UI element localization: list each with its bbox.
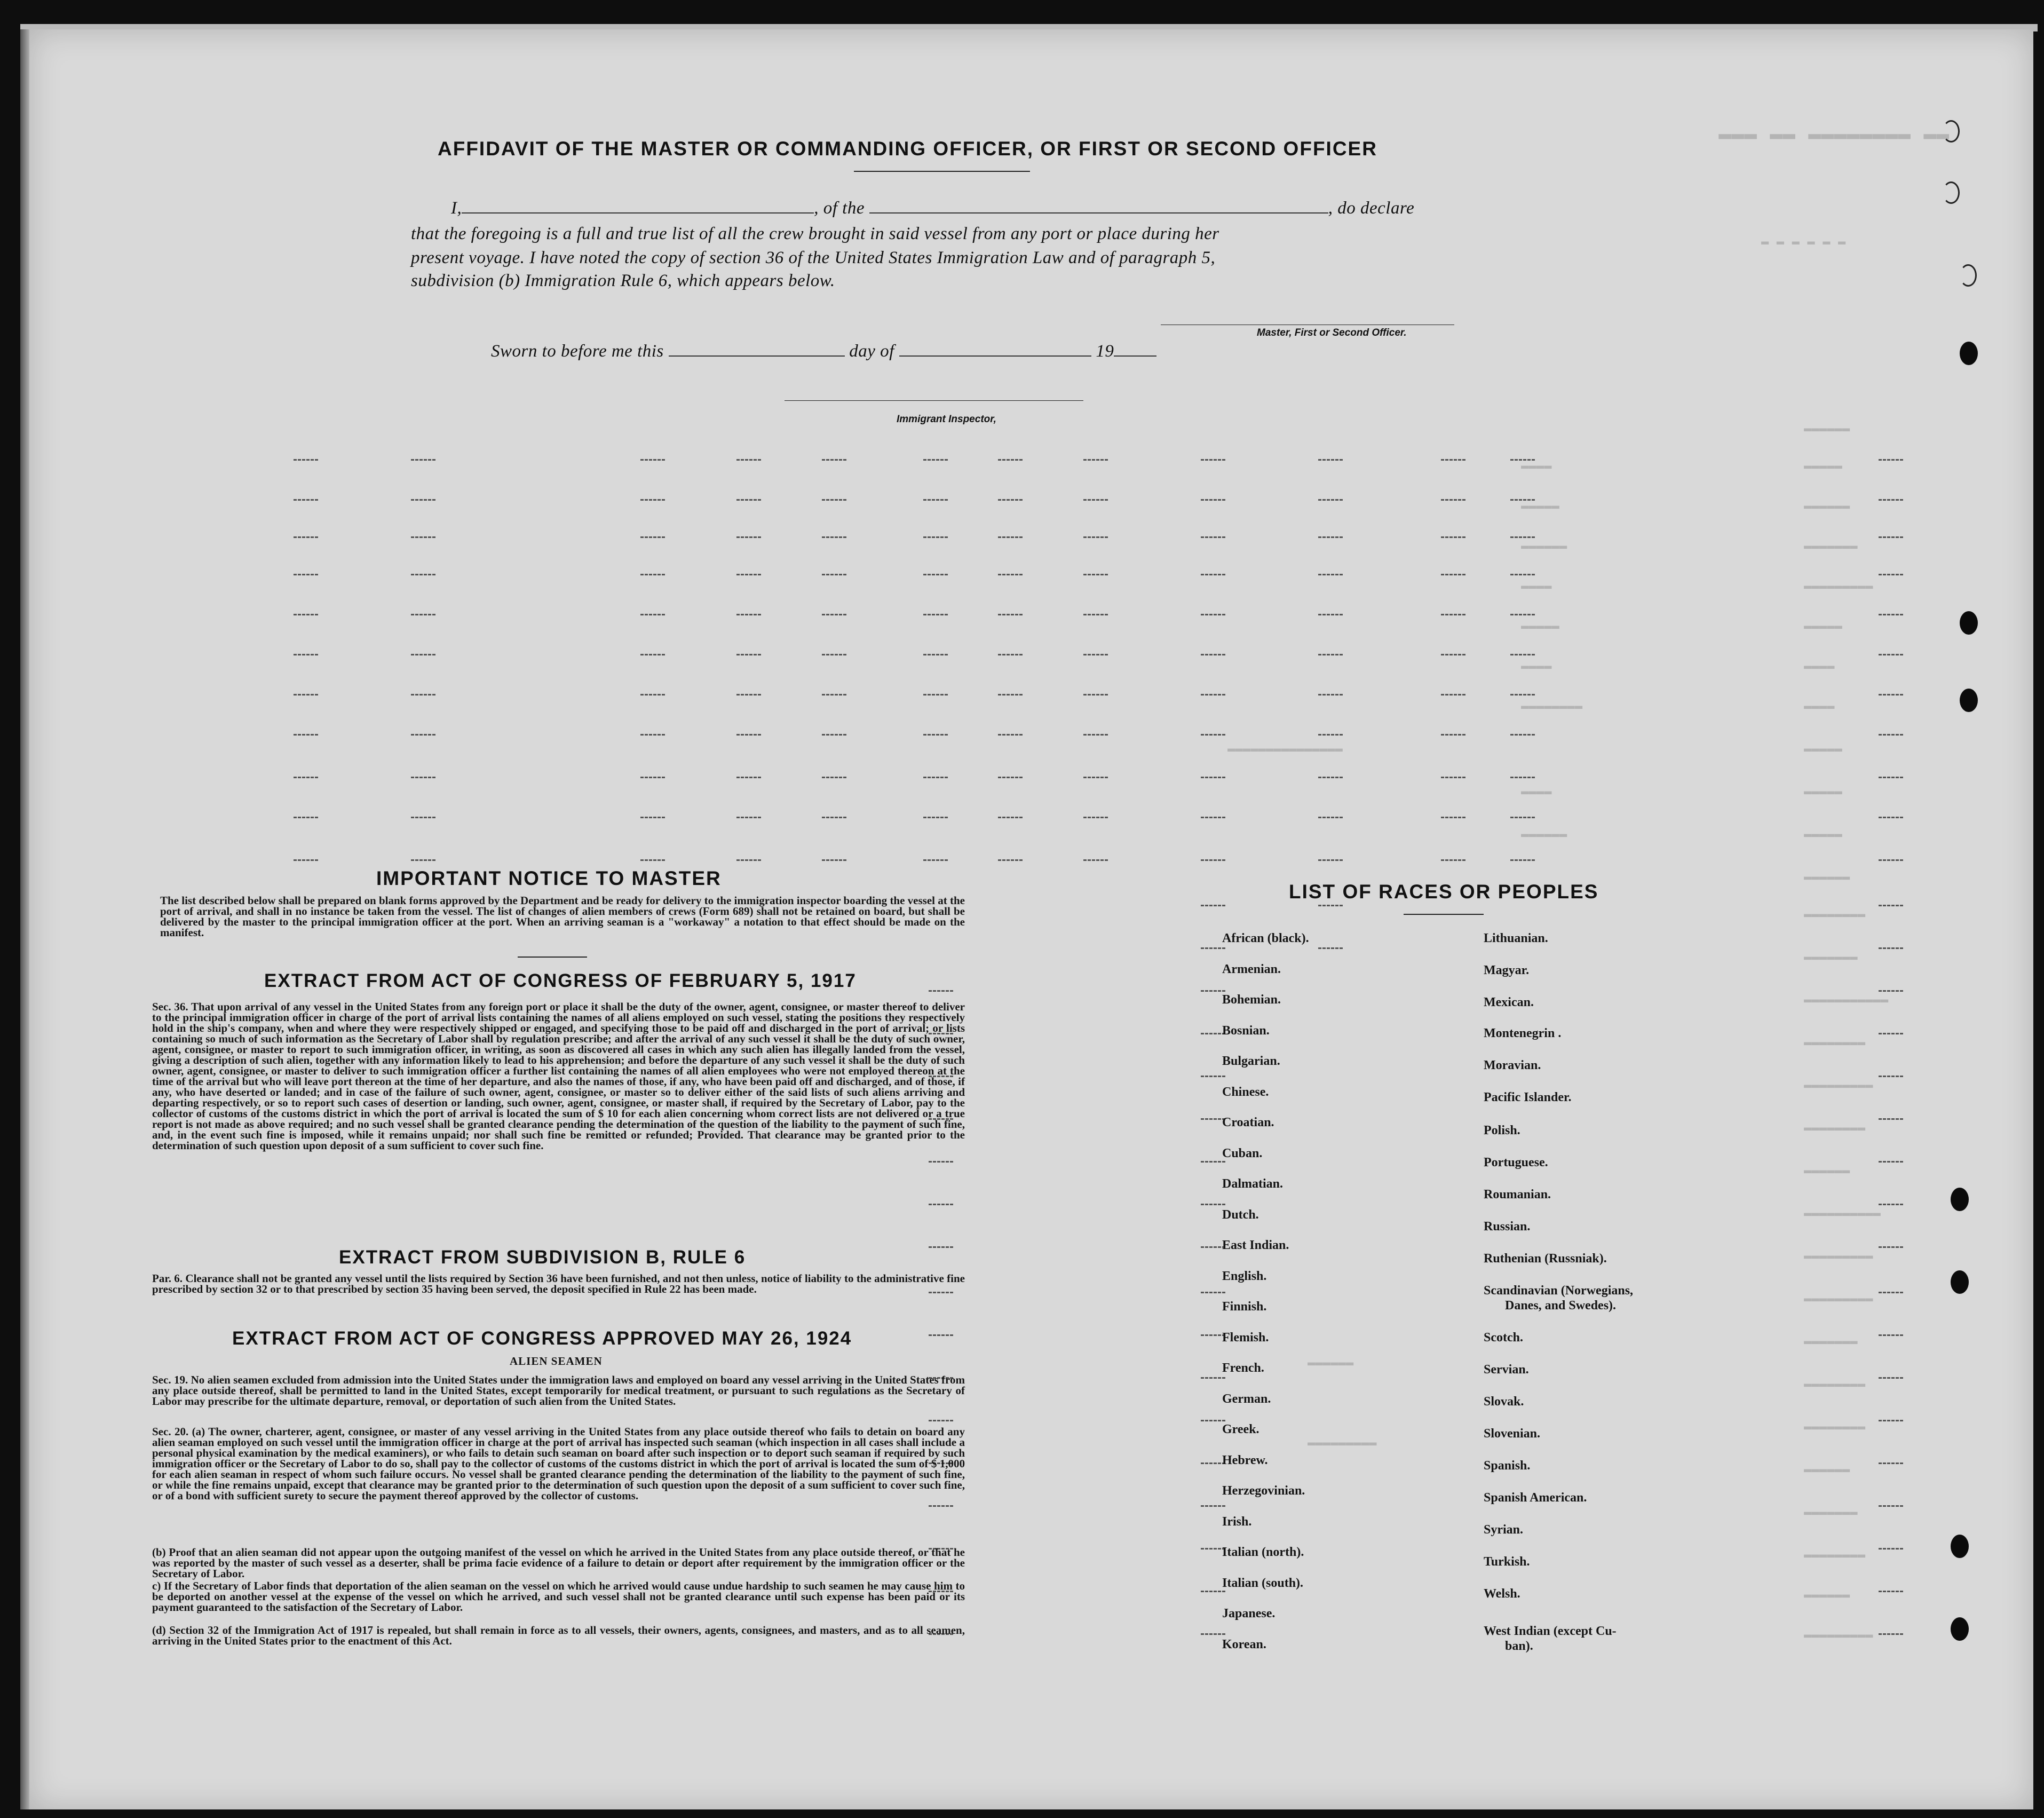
affidavit-line-3: present voyage. I have noted the copy of section 36 of the United States Immigration Law and of paragraph 5, <box>411 248 1216 267</box>
binder-hole-icon <box>1960 689 1978 712</box>
race-item-left: Dutch. <box>1222 1207 1259 1222</box>
bleed-through-layer: ▬▬▬ ▬▬ ▬▬▬▬▬▬▬▬ ▬▬ ▬ ▬ ▬ ▬ ▬ ▬ ▬▬▬▬▬▬ ▬▬▬▬▬ ▬▬▬▬▬▬ ▬▬▬▬▬▬▬ ▬▬▬▬▬▬▬▬▬ ▬▬▬▬▬ ▬▬▬▬ ▬▬▬▬ ▬▬▬▬▬ ▬▬▬▬▬ ▬▬▬▬▬ ▬▬▬▬▬▬ ▬▬▬▬▬▬▬▬ ▬▬▬▬▬▬▬ ▬▬▬▬▬▬▬▬▬▬▬ ▬▬▬▬▬▬▬▬ ▬▬▬▬▬▬▬▬▬ ▬▬▬▬▬▬▬▬ ▬▬▬▬▬▬ ▬▬▬▬▬▬▬▬▬▬ ▬▬▬▬▬▬▬▬▬ ▬▬▬▬▬▬▬▬▬ ▬▬▬▬▬▬▬ ▬▬▬▬▬▬▬▬ ▬▬▬▬▬▬▬▬ ▬▬▬▬▬▬ ▬▬▬▬▬▬▬ ▬▬▬▬▬▬▬▬ ▬▬▬▬▬▬ ▬▬▬▬▬▬▬▬▬ ▬▬▬▬ ▬▬▬▬▬ ▬▬▬▬▬▬ ▬▬▬▬ ▬▬▬▬▬ ▬▬▬▬ ▬▬▬▬▬▬▬▬ ▬▬▬▬▬▬▬▬▬▬▬▬▬▬▬ ▬▬▬▬ ▬▬▬▬▬▬ ▬▬▬▬▬▬ ▬▬▬▬▬▬▬▬▬ <box>1227 123 1950 1642</box>
affidavit-title: AFFIDAVIT OF THE MASTER OR COMMANDING OFFICER, OR FIRST OR SECOND OFFICER <box>438 138 1377 160</box>
race-item-left: French. <box>1222 1361 1264 1375</box>
race-item-left: Cuban. <box>1222 1146 1263 1160</box>
race-item-right: Welsh. <box>1484 1587 1520 1601</box>
rule-6-text: Par. 6. Clearance shall not be granted any vessel until the lists required by Section 36 have been furnished, and not then unless, notice of liability to the administrative fine prescribed by section 32 or to that prescribed by section 35 having been served, the deposit specified in Rule 22 has been made. <box>152 1272 965 1295</box>
extract-1924-title: EXTRACT FROM ACT OF CONGRESS APPROVED MAY 26, 1924 <box>232 1328 852 1349</box>
race-item-left: Dalmatian. <box>1222 1177 1283 1191</box>
race-item-left: Bulgarian. <box>1222 1054 1280 1068</box>
race-item-right: Roumanian. <box>1484 1188 1551 1202</box>
race-item-right: Turkish. <box>1484 1555 1530 1569</box>
race-item-left: Bosnian. <box>1222 1023 1270 1038</box>
race-item-right: Scotch. <box>1484 1331 1523 1345</box>
sec-20d-text: (d) Section 32 of the Immigration Act of 1917 is repealed, but shall remain in force as to all vessels, their owners, agents, consignees, and masters, and as to all seamen, arriving in the United States prior to the enactment of this Act. <box>152 1624 965 1647</box>
race-item-right: Magyar. <box>1484 963 1530 977</box>
race-item-right: Montenegrin . <box>1484 1026 1562 1040</box>
extract-1917-text: Sec. 36. That upon arrival of any vessel in the United States from any foreign port or place it shall be the duty of the owner, agent, consignee, or master thereof to deliver to the principal immigration officer in charge of the port of arrival lists containing the names of all aliens employed on such vessel, stating the positions they respectively hold in the ship's company, when and where they were respectively shipped or engaged, and specifying those to be paid off and discharged in the port of arrival; or lists containing so much of such information as the Secretary of Labor shall by regulation prescribe; and after the arrival of any such vessel it shall be the duty of such owner, agent, consignee, or master to report to such immigration officer, in writing, as soon as discovered all cases in which any such alien has illegally landed from the vessel, giving a description of such alien, together with any information likely to lead to his apprehension; and before the departure of any such vessel it shall be the duty of such owner, agent, consignee, or master to deliver to such immigration officer a further list containing the names of all alien employees who were not employed thereon at the time of the arrival but who will leave port thereon at the time of her departure, and also the names of those, if any, who have been paid off and discharged, and of those, if any, who have deserted or landed; and in case of the failure of such owner, agent, consignee, or master so to deliver either of the said lists of such aliens arriving and departing respectively, or so to report such cases of desertion or landing, such owner, agent, consignee, or master shall, if required by the Secretary of Labor, pay to the collector of customs of the customs district in which the port of arrival is located the sum of $ 10 for each alien concerning whom correct lists are not delivered or a true report is not made as above required; and no such vessel shall be granted clearance pending the determination of the question of the liability to the payment of such fine, and, in the event such fine is imposed, while it remains unpaid; nor shall such fine be remitted or refunded; Provided. That clearance may be granted prior to the determination of such question upon deposit of a sum sufficient to cover such fine. <box>152 1000 965 1152</box>
sec-20b-text: (b) Proof that an alien seaman did not appear upon the outgoing manifest of the vessel on which he arrived in the United States from any place outside thereof, or that he was reported by the master of such vessel as a deserter, shall be prima facie evidence of a failure to detain or deport after requirement by the immigration officer or the Secretary of Labor. <box>152 1546 965 1580</box>
day-of-text: day of <box>849 342 894 361</box>
sec-20a-text: Sec. 20. (a) The owner, charterer, agent, consignee, or master of any vessel arriving in the United States from any place outside thereof who fails to detain on board any alien seaman employed on such vessel until the immigration officer in charge at the port of arrival has inspected such seaman (which inspection in all cases shall include a personal physical examination by the medical examiners), or who fails to detain such seaman on board after such inspection or to deport such seaman if required by such immigration officer or the Secretary of Labor to do so, shall pay to the collector of customs of the customs district in which the port of arrival is located the sum of $ 1,000 for each alien seaman in respect of whom such failure occurs. No vessel shall be granted clearance pending the determination of the liability to the payment of such fine, or while the fine remains unpaid, except that clearance may be granted prior to the determination of such question upon the deposit of a sum sufficient to cover such fine, or of a bond with sufficient surety to secure the payment thereof approved by the collector of customs. <box>152 1425 965 1502</box>
binder-hole-icon <box>1951 1617 1969 1641</box>
race-item-right: Polish. <box>1484 1124 1520 1137</box>
race-item-left: African (black). <box>1222 931 1309 945</box>
race-item-left: Chinese. <box>1222 1085 1269 1099</box>
races-title: LIST OF RACES OR PEOPLES <box>1289 881 1599 903</box>
binder-hole-icon <box>1943 120 1960 143</box>
affidavit-i: I, <box>451 199 462 218</box>
extract-1917-title: EXTRACT FROM ACT OF CONGRESS OF FEBRUARY 5, 1917 <box>264 970 857 991</box>
sec-20c-text: c) If the Secretary of Labor finds that deportation of the alien seaman on the vessel on which he arrived would cause undue hardship to such seamen he may cause him to be deported on another vessel at the expense of the vessel on which he arrived, and such vessel shall not be granted clearance until such expense has been paid or its payment guaranteed to the satisfaction of the Secretary of Labor. <box>152 1579 965 1614</box>
race-item-right: Scandinavian (Norwegians, <box>1484 1284 1634 1298</box>
race-item-right: Servian. <box>1484 1363 1529 1377</box>
race-item-left: Irish. <box>1222 1514 1252 1529</box>
race-item-right: Spanish American. <box>1484 1491 1587 1505</box>
notice-text: The list described below shall be prepared on blank forms approved by the Department and be ready for delivery to the immigration inspector boarding the vessel at the port of arrival, and shall in no instance be taken from the vessel. The list of changes of alien members of crews (Form 689) shall not be retained on board, but shall be delivered by the master to the principal immigration officer at the port. When an arriving seaman is a "workaway" a notation to that effect should be made on the manifest. <box>160 894 965 939</box>
affidavit-line-2: that the foregoing is a full and true list of all the crew brought in said vessel from any port or place during her <box>411 224 1219 243</box>
race-item-right: ban). <box>1505 1639 1533 1653</box>
race-item-left: Herzegovinian. <box>1222 1484 1305 1498</box>
race-item-left: English. <box>1222 1269 1267 1283</box>
race-item-right: Slovak. <box>1484 1395 1524 1409</box>
race-item-right: Spanish. <box>1484 1459 1531 1473</box>
race-item-left: Flemish. <box>1222 1330 1269 1345</box>
binder-hole-icon <box>1951 1535 1969 1558</box>
year-prefix: 19 <box>1096 342 1114 361</box>
binder-hole-icon <box>1960 264 1977 287</box>
binder-hole-icon <box>1943 181 1960 204</box>
race-item-right: Russian. <box>1484 1220 1531 1234</box>
race-item-left: Hebrew. <box>1222 1453 1268 1467</box>
race-item-right: Portuguese. <box>1484 1156 1548 1169</box>
race-item-right: Pacific Islander. <box>1484 1090 1572 1104</box>
binder-hole-icon <box>1960 611 1978 635</box>
race-item-left: Bohemian. <box>1222 993 1281 1007</box>
race-item-left: Italian (north). <box>1222 1545 1304 1559</box>
notice-title: IMPORTANT NOTICE TO MASTER <box>376 867 722 889</box>
sec-19-text: Sec. 19. No alien seamen excluded from admission into the United States under the immigration laws and employed on board any vessel arriving in the United States from any place outside thereof, shall be permitted to land in the United States, except temporarily for medical treatment, or pursuant to such regulations as the Secretary of Labor may prescribe for the ultimate departure, removal, or deportation of such alien from the United States. <box>152 1373 965 1408</box>
race-item-left: Armenian. <box>1222 962 1281 976</box>
race-item-right: Ruthenian (Russniak). <box>1484 1252 1607 1266</box>
race-item-right: Moravian. <box>1484 1058 1541 1072</box>
rule-6-title: EXTRACT FROM SUBDIVISION B, RULE 6 <box>339 1247 746 1268</box>
race-item-right: Slovenian. <box>1484 1427 1541 1441</box>
race-item-right: Syrian. <box>1484 1523 1524 1537</box>
master-signature-label: Master, First or Second Officer. <box>1257 327 1407 338</box>
binder-hole-icon <box>1951 1270 1969 1294</box>
race-item-left: Finnish. <box>1222 1300 1267 1314</box>
race-item-right: Mexican. <box>1484 995 1534 1009</box>
binder-hole-icon <box>1960 342 1978 365</box>
race-item-left: Japanese. <box>1222 1607 1275 1621</box>
race-item-left: Korean. <box>1222 1637 1266 1651</box>
race-item-right: Danes, and Swedes). <box>1505 1299 1617 1313</box>
alien-seamen-subtitle: ALIEN SEAMEN <box>510 1355 603 1368</box>
affidavit-of-the: , of the <box>814 199 865 218</box>
affidavit-declare: , do declare <box>1328 199 1415 218</box>
affidavit-line-4: subdivision (b) Immigration Rule 6, which appears below. <box>411 271 835 290</box>
sworn-text: Sworn to before me this <box>491 342 664 361</box>
race-item-left: Croatian. <box>1222 1116 1274 1129</box>
race-item-right: Lithuanian. <box>1484 931 1548 945</box>
race-item-left: Italian (south). <box>1222 1576 1304 1590</box>
race-item-left: Greek. <box>1222 1422 1259 1436</box>
binder-hole-icon <box>1951 1188 1969 1211</box>
race-item-left: East Indian. <box>1222 1238 1289 1252</box>
race-item-left: German. <box>1222 1392 1271 1406</box>
race-item-right: West Indian (except Cu- <box>1484 1624 1617 1638</box>
inspector-label: Immigrant Inspector, <box>897 414 996 425</box>
